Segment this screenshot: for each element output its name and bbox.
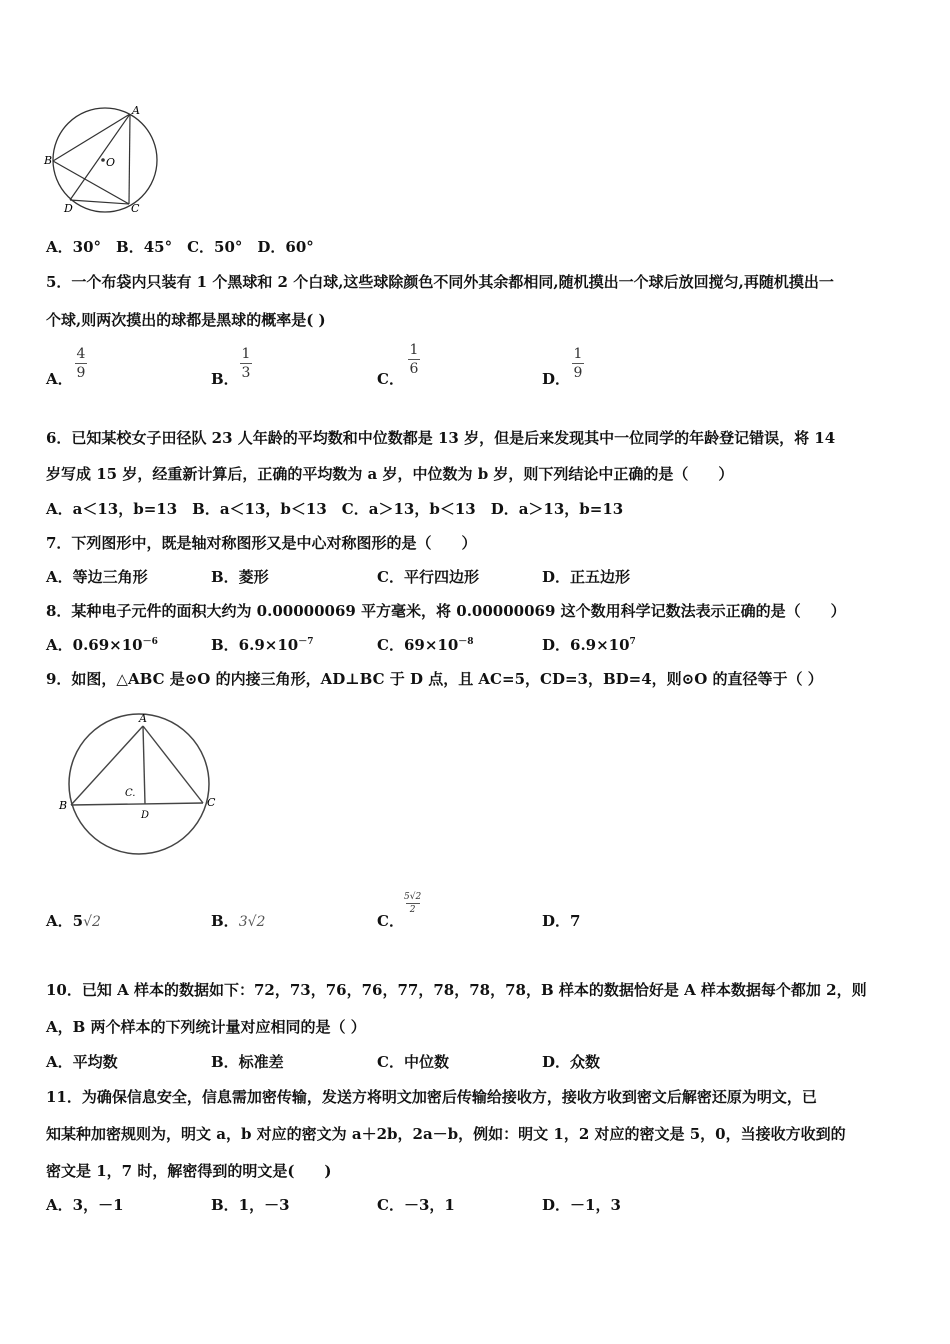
point-label-d: D — [64, 202, 73, 215]
q9-option-d: D．7 — [542, 912, 581, 930]
q11-option-b: B．1，－3 — [211, 1196, 290, 1214]
q5-option-b-fraction — [240, 346, 252, 381]
q5-option-c-fraction — [408, 342, 420, 377]
option-exponent: －8 — [458, 637, 474, 647]
q10-option-c: C．中位数 — [377, 1053, 449, 1071]
q5-option-d-fraction — [572, 346, 584, 381]
point-label-a: A — [139, 712, 147, 725]
point-label-b: B — [59, 799, 68, 812]
fraction-numerator: 5√2 — [404, 892, 422, 902]
option-text: B． — [211, 912, 239, 930]
q8-option-c — [377, 634, 474, 655]
q9-stem: 9．如图，△ABC 是⊙O 的内接三角形，AD⊥BC 于 D 点，且 AC=5，CD=3，BD=4，则⊙O 的直径等于（ ） — [46, 670, 823, 688]
fraction-numerator: 1 — [573, 346, 583, 362]
point-label-d: D — [141, 810, 150, 821]
q5-option-d-label: D． — [542, 370, 571, 388]
option-exponent: －7 — [298, 637, 314, 647]
q10-stem-line1: 10．已知 A 样本的数据如下：72，73，76，76，77，78，78，78，B 样本的数据恰好是 A 样本数据每个都加 2，则 — [46, 981, 867, 999]
point-label-o: O — [106, 156, 116, 169]
q5-stem-line1: 5．一个布袋内只装有 1 个黑球和 2 个白球,这些球除颜色不同外其余都相同,随机摸出一个球后放回搅匀,再随机摸出一 — [46, 273, 834, 291]
fraction-denominator: 3 — [241, 365, 251, 381]
q7-option-c: C．平行四边形 — [377, 568, 479, 586]
q10-stem-line2: A，B 两个样本的下列统计量对应相同的是（ ） — [46, 1018, 366, 1036]
point-label-b: B — [44, 154, 53, 167]
option-base: C．69×10 — [377, 636, 459, 654]
q9-option-c-fraction — [404, 892, 421, 915]
q5-stem-line2: 个球,则两次摸出的球都是黑球的概率是( ) — [46, 311, 326, 329]
option-exponent: 7 — [629, 637, 636, 647]
option-base: A．0.69×10 — [46, 636, 143, 654]
q8-option-a — [46, 634, 158, 655]
radical: √2 — [83, 914, 101, 930]
q5-option-c-label: C． — [377, 370, 404, 388]
circle-figure-q4 — [40, 100, 170, 220]
q7-option-d: D．正五边形 — [542, 568, 631, 586]
option-text: A．5 — [46, 912, 84, 930]
q9-option-c-label: C． — [377, 912, 404, 930]
option-base: D．6.9×10 — [542, 636, 630, 654]
q6-stem-line2: 岁写成 15 岁，经重新计算后，正确的平均数为 a 岁，中位数为 b 岁，则下列结论中正确的是（ ） — [46, 465, 734, 483]
q7-stem: 7．下列图形中，既是轴对称图形又是中心对称图形的是（ ） — [46, 534, 477, 552]
q7-option-a: A．等边三角形 — [46, 568, 148, 586]
q11-option-c: C．－3，1 — [377, 1196, 455, 1214]
q11-stem-line3: 密文是 1，7 时，解密得到的明文是( ) — [46, 1162, 332, 1180]
q8-option-b — [211, 634, 313, 655]
option-base: B．6.9×10 — [211, 636, 299, 654]
q10-option-a: A．平均数 — [46, 1053, 118, 1071]
fraction-numerator: 1 — [409, 342, 419, 358]
q10-option-b: B．标准差 — [211, 1053, 284, 1071]
fraction-denominator: 9 — [76, 365, 86, 381]
q5-option-a-label: A． — [46, 370, 73, 388]
q4-options: A．30° B．45° C．50° D．60° — [46, 238, 314, 256]
fraction-numerator: 4 — [76, 346, 86, 362]
fraction-denominator: 6 — [409, 361, 419, 377]
q8-option-d — [542, 634, 636, 655]
q11-stem-line2: 知某种加密规则为，明文 a，b 对应的密文为 a＋2b，2a－b，例如：明文 1，2 对应的密文是 5，0，当接收方收到的 — [46, 1125, 846, 1143]
q5-option-a-fraction — [75, 346, 87, 381]
fraction-denominator: 9 — [573, 365, 583, 381]
circle-figure-q9 — [55, 708, 235, 863]
option-exponent: －6 — [142, 637, 158, 647]
q8-stem: 8．某种电子元件的面积大约为 0.00000069 平方毫米，将 0.00000069 这个数用科学记数法表示正确的是（ ） — [46, 602, 846, 620]
q11-option-d: D．－1，3 — [542, 1196, 621, 1214]
point-label-o: C. — [125, 788, 136, 799]
fraction-denominator: 2 — [409, 905, 416, 915]
q10-option-d: D．众数 — [542, 1053, 601, 1071]
q9-option-a — [46, 910, 101, 931]
q7-option-b: B．菱形 — [211, 568, 269, 586]
q6-stem-line1: 6．已知某校女子田径队 23 人年龄的平均数和中位数都是 13 岁，但是后来发现其中一位同学的年龄登记错误，将 14 — [46, 429, 836, 447]
point-label-c: C — [207, 796, 216, 809]
q9-option-b — [211, 910, 265, 931]
q11-option-a: A．3，－1 — [46, 1196, 124, 1214]
q11-stem-line1: 11．为确保信息安全，信息需加密传输，发送方将明文加密后传输给接收方，接收方收到密文后解密还原为明文，已 — [46, 1088, 817, 1106]
fraction-numerator: 1 — [241, 346, 251, 362]
radical: 3√2 — [238, 914, 266, 930]
point-label-c: C — [131, 202, 140, 215]
point-label-a: A — [132, 104, 140, 117]
q6-options: A．a＜13，b=13 B．a＜13，b＜13 C．a＞13，b＜13 D．a＞13，b=13 — [46, 500, 624, 518]
q5-option-b-label: B． — [211, 370, 239, 388]
